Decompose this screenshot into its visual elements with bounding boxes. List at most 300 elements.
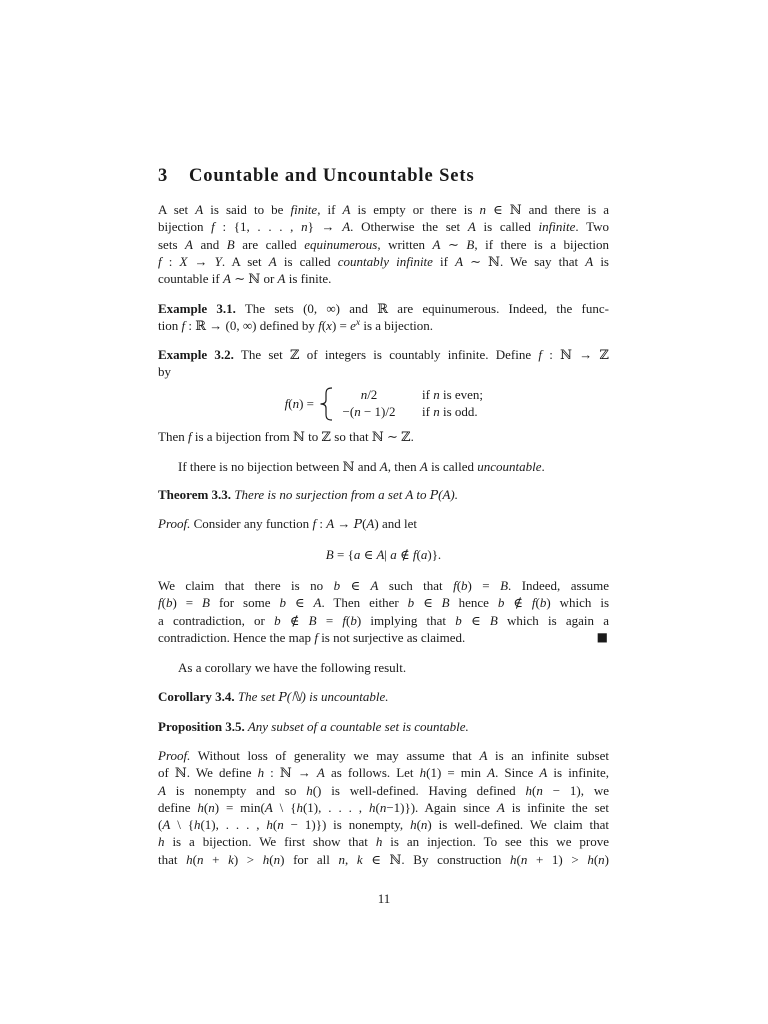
math-italic-run: n (196, 851, 204, 867)
math-italic-run: h (587, 851, 594, 867)
math-italic-run: A (316, 765, 325, 781)
emphasis-run: Proof. (158, 516, 191, 531)
text-line (158, 594, 609, 611)
text-run: is (593, 253, 609, 269)
text-run: ( (288, 395, 293, 411)
emphasis-run: to (413, 487, 430, 502)
text-run: ) = min( (214, 799, 265, 815)
proof-intro (158, 515, 609, 532)
text-run: The sets (0, ∞) and ℝ are equinumerous. Indeed, the func- (235, 301, 609, 316)
math-italic-run: n (292, 395, 300, 411)
bold-label: Corollary 3.4. (158, 689, 235, 704)
math-italic-run: A (432, 236, 441, 252)
math-italic-run: h (509, 851, 517, 867)
example-3-1 (158, 300, 609, 335)
text-run: ∉ (396, 547, 413, 562)
text-run: . Indeed, assume (508, 578, 609, 593)
text-run: is an injection. To see this we prove (382, 834, 609, 850)
text-run: if (422, 404, 434, 420)
text-run: ( (272, 817, 278, 833)
math-italic-run: n (273, 851, 281, 867)
math-italic-run: A (268, 253, 277, 269)
text-run: contradiction. Hence the map (158, 629, 315, 645)
section-number: 3 (158, 166, 168, 186)
text-run: ( (203, 799, 209, 815)
text-line (158, 363, 609, 380)
emphasis-run: uncountable (477, 459, 542, 474)
text-run: A set (158, 202, 196, 217)
text-run: ∈ ℕ and there is a (485, 202, 609, 217)
text-run: , (344, 851, 357, 867)
math-italic-run: b (497, 595, 505, 611)
text-run: ∼ (440, 236, 467, 252)
proof-proposition-3-5 (158, 747, 609, 868)
text-run: for some (210, 595, 280, 611)
text-run: )}. (427, 547, 442, 562)
text-run: is a bijection. (360, 318, 434, 334)
corollary-intro (158, 659, 609, 676)
math-italic-run: f (314, 629, 318, 645)
text-run: − 1), we (542, 782, 609, 798)
example-3-2-conclusion (158, 428, 609, 445)
case-condition (422, 386, 483, 403)
text-run: countable if (158, 271, 223, 287)
math-italic-run: h (368, 799, 376, 815)
math-italic-run: n (433, 387, 440, 402)
text-run: ∈ (285, 595, 314, 611)
math-italic-run: A (195, 202, 204, 217)
emphasis-run: equinumerous (304, 236, 378, 252)
math-italic-run: b (455, 612, 462, 628)
superscript-run: x (355, 318, 361, 329)
math-italic-run: A (479, 748, 488, 763)
bold-label: Proposition 3.5. (158, 719, 245, 734)
text-run: (1) = min (426, 765, 488, 781)
corollary-3-4 (158, 688, 609, 705)
math-italic-run: A (277, 271, 286, 287)
math-italic-run: X (179, 253, 188, 269)
text-run: + (203, 851, 229, 867)
text-run: hence (449, 595, 498, 611)
text-run: ( (158, 817, 163, 833)
text-run: Then (158, 429, 188, 444)
text-run: As a corollary we have the following result. (178, 660, 407, 675)
text-line (158, 458, 609, 475)
math-italic-run: n (433, 404, 440, 420)
text-run: If there is no bijection between ℕ and (178, 459, 380, 474)
theorem-3-3 (158, 486, 609, 503)
emphasis-run: countably infinite (337, 253, 433, 269)
text-line (158, 833, 609, 850)
page-number: 11 (377, 891, 391, 906)
math-italic-run: n (338, 851, 345, 867)
text-run: ) for all (280, 851, 339, 867)
text-run: , if there is a bijection (474, 236, 609, 252)
text-run: We claim that there is no (158, 578, 334, 593)
math-italic-run: n (360, 387, 368, 402)
text-run: ( (192, 851, 197, 867)
text-line (158, 659, 609, 676)
text-run: ∈ (414, 595, 442, 611)
math-italic-run: a (353, 547, 361, 562)
math-italic-run: A (222, 271, 231, 287)
emphasis-run: Any subset of a countable set is countable. (244, 719, 469, 734)
text-run: a contradiction, or (158, 612, 275, 628)
math-italic-run: b (333, 578, 341, 593)
math-italic-run: f (538, 347, 542, 362)
emphasis-run: Proof. (158, 748, 191, 763)
text-run: ∉ (504, 595, 532, 611)
math-italic-run: f (158, 595, 162, 611)
math-italic-run: A (370, 578, 379, 593)
math-italic-run: b (165, 595, 173, 611)
text-run: \ { (272, 799, 297, 815)
text-line (158, 300, 609, 317)
text-run: + 1) > (527, 851, 588, 867)
text-run: : (161, 253, 180, 269)
calligraphic-symbol: P (353, 516, 363, 531)
math-italic-run: A (496, 799, 505, 815)
text-line (158, 515, 609, 532)
math-italic-run: A (379, 459, 388, 474)
text-run: ( (535, 595, 540, 611)
text-line (158, 612, 609, 629)
math-italic-run: A (487, 765, 496, 781)
text-run: bijection (158, 219, 212, 235)
text-run: if (432, 253, 456, 269)
math-italic-run: A (366, 516, 375, 531)
text-run: ( (532, 782, 537, 798)
text-run: by (158, 364, 171, 380)
text-run: is nonempty and so (165, 782, 307, 798)
text-run: ) > (233, 851, 263, 867)
math-italic-run: f (318, 318, 322, 334)
text-run: of ℕ. We define (158, 765, 258, 781)
math-italic-run: A (162, 817, 171, 833)
math-italic-run: n (301, 219, 308, 235)
math-italic-run: A (405, 487, 414, 502)
math-italic-run: A (313, 595, 322, 611)
math-italic-run: f (158, 253, 162, 269)
math-italic-run: x (326, 318, 332, 334)
text-run: ( (456, 578, 462, 593)
math-italic-run: B (226, 236, 235, 252)
emphasis-run: infinite (538, 219, 576, 235)
math-italic-run: h (197, 799, 204, 815)
math-italic-run: h (525, 782, 533, 798)
text-run: is odd. (439, 404, 478, 420)
text-line (158, 253, 609, 270)
text-run: that (158, 851, 187, 867)
math-italic-run: b (350, 612, 357, 628)
emphasis-run: There is no surjection from a set (231, 487, 406, 502)
math-italic-run: h (419, 765, 427, 781)
text-line (158, 428, 609, 445)
emphasis-run: ). (450, 487, 459, 502)
math-italic-run: h (158, 834, 165, 850)
text-run: is a bijection from ℕ to ℤ so that ℕ ∼ ℤ. (191, 429, 414, 444)
text-run: which is again a (497, 612, 610, 628)
text-run: ) (604, 851, 609, 867)
math-italic-run: B (308, 612, 317, 628)
text-line (158, 201, 609, 218)
text-line (158, 718, 609, 735)
text-run: define (158, 799, 198, 815)
text-run: ( (516, 851, 521, 867)
math-italic-run: a (390, 547, 397, 562)
text-run: − 1)}) is nonempty, (283, 817, 411, 833)
math-italic-run: b (407, 595, 415, 611)
math-italic-run: n (379, 799, 387, 815)
math-italic-run: Y (214, 253, 222, 269)
math-italic-run: f (211, 219, 215, 235)
math-italic-run: h (257, 765, 265, 781)
math-italic-run: A (585, 253, 594, 269)
text-run: is an infinite subset (487, 748, 609, 763)
text-run: is called (427, 459, 478, 474)
text-run: | (384, 547, 391, 562)
text-run: such that (378, 578, 454, 593)
text-run: ( (346, 612, 351, 628)
text-run: = { (333, 547, 354, 562)
math-italic-run: f (284, 395, 289, 411)
math-italic-run: B (441, 595, 450, 611)
math-italic-run: f (453, 578, 457, 593)
emphasis-run: The set (234, 689, 279, 704)
text-run: ( (416, 817, 421, 833)
text-run: , then (387, 459, 420, 474)
text-run: −1)}). Again since (386, 799, 497, 815)
math-italic-run: f (531, 595, 536, 611)
math-italic-run: h (262, 851, 270, 867)
math-italic-run: h (306, 782, 313, 798)
text-run: ) implying that (356, 612, 456, 628)
text-run: : ℕ → ℤ (542, 347, 609, 362)
math-italic-run: A (419, 459, 428, 474)
text-run: ∈ (360, 547, 377, 562)
math-italic-run: h (193, 817, 201, 833)
text-run: → (334, 516, 354, 531)
math-italic-run: b (461, 578, 468, 593)
math-italic-run: A (342, 202, 351, 217)
piecewise-definition (0, 386, 768, 422)
text-run: ( (416, 547, 421, 562)
function-lhs (285, 395, 314, 412)
text-run: () is well-defined. Having defined (312, 782, 526, 798)
calligraphic-symbol: P (429, 487, 439, 502)
example-3-2 (158, 346, 609, 381)
text-run: ) which is (546, 595, 610, 611)
section-title: Countable and Uncountable Sets (189, 166, 475, 186)
text-line (158, 577, 609, 594)
math-italic-run: A (455, 253, 464, 269)
text-run: . Two (575, 219, 609, 235)
text-run: tion (158, 318, 182, 334)
text-run: The set ℤ of integers is countably infinite. Define (233, 347, 539, 362)
text-run: as follows. Let (324, 765, 420, 781)
text-run: . (541, 459, 545, 474)
math-italic-run: h (186, 851, 193, 867)
text-run: → (187, 253, 215, 269)
text-line (158, 799, 609, 816)
math-italic-run: A (264, 799, 273, 815)
text-run: Consider any function (190, 516, 313, 531)
text-run: ∈ (461, 612, 490, 628)
math-italic-run: B (202, 595, 210, 611)
text-run: , if (317, 202, 343, 217)
text-line (158, 782, 609, 799)
proof-body (158, 577, 609, 646)
math-italic-run: A (158, 782, 166, 798)
text-run: is called (475, 219, 539, 235)
text-run: . A set (221, 253, 269, 269)
math-italic-run: b (279, 595, 286, 611)
math-italic-run: n (208, 799, 215, 815)
text-run: } → (307, 219, 343, 235)
text-run: . Since (495, 765, 540, 781)
text-run: ( (375, 799, 380, 815)
calligraphic-symbol: P (278, 689, 287, 704)
math-italic-run: A (185, 236, 193, 252)
bold-label: Example 3.1. (158, 301, 236, 316)
text-line (158, 270, 609, 287)
text-run: ) is well-defined. We claim that (427, 817, 609, 833)
text-run: is a bijection. We first show that (164, 834, 376, 850)
text-run: (1), . . . , (200, 817, 267, 833)
math-italic-run: a (420, 547, 428, 562)
text-run: , written (377, 236, 433, 252)
math-italic-run: A (326, 516, 335, 531)
text-run: is finite. (285, 271, 332, 287)
text-run: is infinite, (547, 765, 609, 781)
text-run: is not surjective as claimed. (317, 629, 466, 645)
text-run: ( (161, 595, 166, 611)
text-run: = (316, 612, 343, 628)
text-run: are called (234, 236, 305, 252)
text-run: is said to be (203, 202, 291, 217)
math-italic-run: B (466, 236, 475, 252)
math-italic-run: B (500, 578, 509, 593)
text-line (158, 816, 609, 833)
text-run: ) = (299, 395, 314, 411)
math-italic-run: f (312, 516, 317, 531)
text-run: : ℕ → (264, 765, 317, 781)
math-italic-run: n (420, 817, 428, 833)
section-heading (158, 166, 609, 186)
emphasis-run: finite (290, 202, 318, 217)
math-italic-run: f (187, 429, 192, 444)
math-italic-run: A (467, 219, 476, 235)
math-italic-run: h (266, 817, 273, 833)
text-run: ( (593, 851, 599, 867)
uncountable-definition (158, 458, 609, 475)
text-run: −( (342, 404, 355, 420)
text-run: ∉ (280, 612, 309, 628)
left-brace (318, 387, 334, 421)
math-italic-run: h (296, 799, 303, 815)
text-line (158, 688, 609, 705)
text-run: ) = (331, 318, 351, 334)
math-italic-run: f (181, 318, 186, 334)
text-run: sets (158, 236, 186, 252)
case-expression (339, 386, 399, 403)
math-italic-run: b (539, 595, 547, 611)
text-run: : {1, . . . , (214, 219, 302, 235)
case-condition (422, 403, 478, 420)
text-run: : ℝ → (0, ∞) defined by (185, 318, 319, 334)
text-run: is infinite the set (504, 799, 610, 815)
text-line (158, 764, 609, 781)
math-italic-run: n (354, 404, 361, 420)
proposition-3-5 (158, 718, 609, 735)
math-italic-run: n (277, 817, 284, 833)
text-run: : (316, 516, 327, 531)
math-italic-run: e (350, 318, 356, 334)
case-expression (339, 403, 399, 420)
math-italic-run: k (228, 851, 234, 867)
text-line (158, 346, 609, 363)
text-run: ) = (172, 595, 203, 611)
text-line (158, 486, 609, 503)
qed-box: ■ (596, 629, 608, 644)
math-italic-run: f (342, 612, 346, 628)
math-italic-run: h (375, 834, 383, 850)
bold-label: Theorem 3.3. (158, 487, 232, 502)
definition-paragraph (158, 201, 609, 287)
math-italic-run: A (342, 219, 351, 235)
text-run: Without loss of generality we may assume that (190, 748, 480, 763)
math-italic-run: B (489, 612, 498, 628)
text-run: ( (362, 516, 367, 531)
math-italic-run: f (412, 547, 417, 562)
text-run: (1), . . . , (302, 799, 369, 815)
math-italic-run: h (410, 817, 417, 833)
math-italic-run: n (479, 202, 486, 217)
text-line (158, 629, 609, 646)
text-run: ) = (467, 578, 501, 593)
math-italic-run: n (536, 782, 543, 798)
math-italic-run: A (376, 547, 385, 562)
text-run: is even; (439, 387, 484, 402)
math-italic-run: n (598, 851, 605, 867)
math-italic-run: k (356, 851, 363, 867)
text-line (158, 317, 609, 334)
text-line (158, 747, 609, 764)
emphasis-run: ( (438, 487, 443, 502)
text-run: ∈ (340, 578, 371, 593)
text-run: ∼ ℕ or (230, 271, 278, 287)
text-line (158, 851, 609, 868)
math-italic-run: A (539, 765, 548, 781)
text-run: /2 (367, 387, 378, 402)
emphasis-run: (ℕ) is uncountable. (286, 689, 389, 704)
text-run: is empty or there is (350, 202, 480, 217)
math-italic-run: n (520, 851, 528, 867)
text-run: \ { (170, 817, 194, 833)
text-run: is called (276, 253, 338, 269)
text-run: ( (269, 851, 274, 867)
set-definition-display (158, 546, 609, 563)
text-run: ∼ ℕ. We say that (463, 253, 586, 269)
text-run: ( (321, 318, 327, 334)
text-run: . Then either (321, 595, 408, 611)
math-italic-run: b (274, 612, 281, 628)
text-run: and (192, 236, 227, 252)
math-italic-run: A (442, 487, 451, 502)
text-line (158, 218, 609, 235)
text-run: ) and let (374, 516, 417, 531)
bold-label: Example 3.2. (158, 347, 234, 362)
